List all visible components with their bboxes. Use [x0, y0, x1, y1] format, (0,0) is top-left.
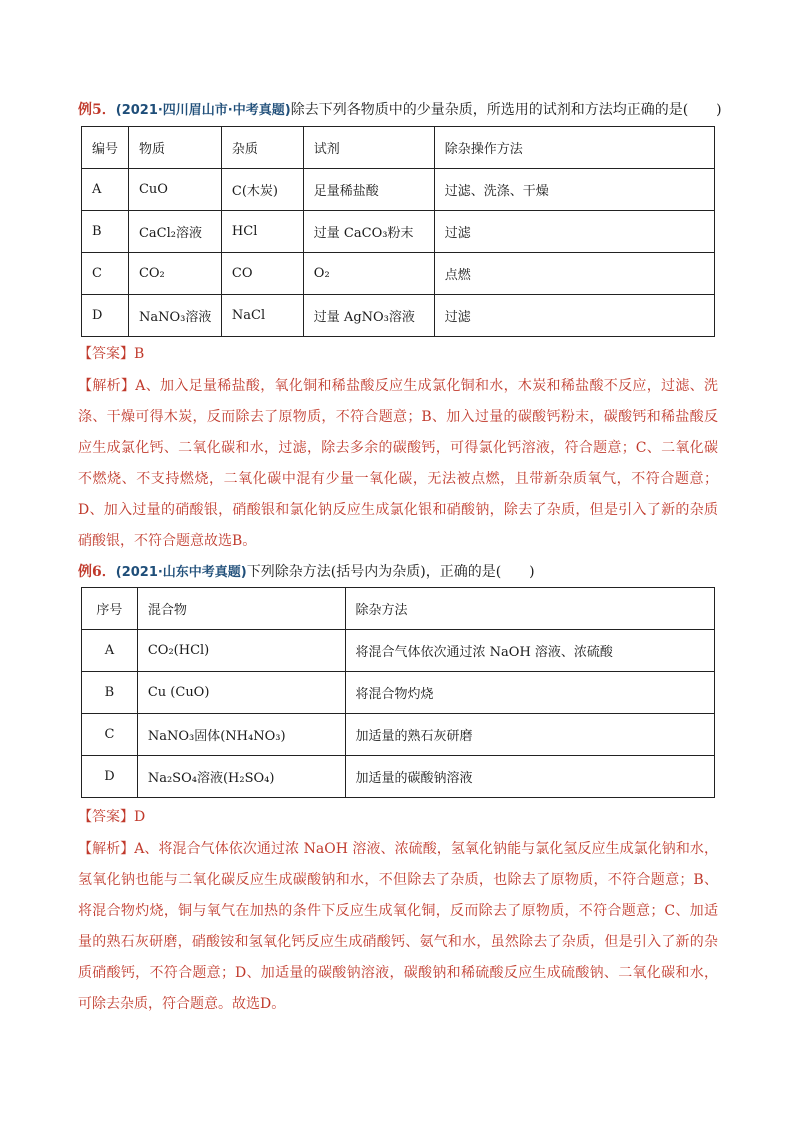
- example6-label: 例6．: [78, 564, 116, 580]
- cell: 加适量的熟石灰研磨: [345, 714, 714, 756]
- cell: 足量稀盐酸: [303, 169, 434, 211]
- cell: D: [82, 295, 129, 337]
- example5-question: 除去下列各物质中的少量杂质，所选用的试剂和方法均正确的是( ): [290, 102, 722, 118]
- cell: 点燃: [434, 253, 714, 295]
- cell: CO₂: [128, 253, 221, 295]
- example6-table: [81, 587, 715, 798]
- cell: A: [82, 169, 129, 211]
- table-row: [82, 714, 715, 756]
- cell: C: [82, 253, 129, 295]
- header-cell: 试剂: [303, 127, 434, 169]
- cell: NaNO₃固体(NH₄NO₃): [137, 714, 345, 756]
- cell: 过量 AgNO₃溶液: [303, 295, 434, 337]
- example6-source: (2021·山东中考真题): [115, 565, 247, 580]
- cell: 将混合物灼烧: [345, 672, 714, 714]
- cell: 过滤: [434, 295, 714, 337]
- cell: 过滤、洗涤、干燥: [434, 169, 714, 211]
- table-row: [82, 756, 715, 798]
- table-row: [82, 253, 715, 295]
- header-cell: 混合物: [137, 588, 345, 630]
- cell: Cu (CuO): [137, 672, 345, 714]
- header-cell: 除杂操作方法: [434, 127, 714, 169]
- example5-title: [78, 100, 722, 121]
- cell: CO: [221, 253, 303, 295]
- cell: CO₂(HCl): [137, 630, 345, 672]
- table-header-row: [82, 588, 715, 630]
- cell: 过滤: [434, 211, 714, 253]
- cell: NaNO₃溶液: [128, 295, 221, 337]
- example5-label: 例5．: [78, 102, 116, 118]
- cell: 加适量的碳酸钠溶液: [345, 756, 714, 798]
- cell: NaCl: [221, 295, 303, 337]
- cell: CaCl₂溶液: [128, 211, 221, 253]
- table-row: [82, 295, 715, 337]
- cell: Na₂SO₄溶液(H₂SO₄): [137, 756, 345, 798]
- header-cell: 序号: [82, 588, 138, 630]
- example5-table: [81, 126, 715, 337]
- table-row: [82, 169, 715, 211]
- example6-title: [78, 562, 535, 583]
- cell: 过量 CaCO₃粉末: [303, 211, 434, 253]
- header-cell: 物质: [128, 127, 221, 169]
- header-cell: 除杂方法: [345, 588, 714, 630]
- example5-source: (2021·四川眉山市·中考真题): [115, 103, 291, 118]
- header-cell: 编号: [82, 127, 129, 169]
- table-row: [82, 672, 715, 714]
- example6-analysis: 【解析】A、将混合气体依次通过浓 NaOH 溶液、浓硫酸，氢氧化钠能与氯化氢反应生成氯化钠和水，氢氧化钠也能与二氧化碳反应生成碳酸钠和水，不但除去了杂质，也除去了原物质，不符合题意；B、将混合物灼烧，铜与氧气在加热的条件下反应生成氧化铜，反而除去了原物质，不符合题意；C、加适量的熟石灰研磨，硝酸铵和氢氧化钙反应生成硝酸钙、氨气和水，虽然除去了杂质，但是引入了新的杂质硝酸钙，不符合题意；D、加适量的碳酸钠溶液，碳酸钠和稀硫酸反应生成硫酸钠、二氧化碳和水，可除去杂质，符合题意。故选D。: [78, 841, 718, 1012]
- cell: CuO: [128, 169, 221, 211]
- cell: O₂: [303, 253, 434, 295]
- cell: C(木炭): [221, 169, 303, 211]
- example6-answer: 【答案】D: [78, 809, 146, 825]
- cell: C: [82, 714, 138, 756]
- cell: A: [82, 630, 138, 672]
- table-row: [82, 211, 715, 253]
- cell: B: [82, 211, 129, 253]
- header-cell: 杂质: [221, 127, 303, 169]
- example6-question: 下列除杂方法(括号内为杂质)，正确的是( ): [246, 564, 535, 580]
- cell: HCl: [221, 211, 303, 253]
- example5-answer: 【答案】B: [78, 346, 145, 362]
- cell: B: [82, 672, 138, 714]
- cell: D: [82, 756, 138, 798]
- cell: 将混合气体依次通过浓 NaOH 溶液、浓硫酸: [345, 630, 714, 672]
- table-row: [82, 630, 715, 672]
- example5-analysis: 【解析】A、加入足量稀盐酸，氧化铜和稀盐酸反应生成氯化铜和水，木炭和稀盐酸不反应，过滤、洗涤、干燥可得木炭，反而除去了原物质，不符合题意；B、加入过量的碳酸钙粉末，碳酸钙和稀盐酸反应生成氯化钙、二氧化碳和水，过滤，除去多余的碳酸钙，可得氯化钙溶液，符合题意；C、二氧化碳不燃烧、不支持燃烧，二氧化碳中混有少量一氧化碳，无法被点燃，且带新杂质氧气，不符合题意；D、加入过量的硝酸银，硝酸银和氯化钠反应生成氯化银和硝酸钠，除去了杂质，但是引入了新的杂质硝酸银，不符合题意故选B。: [78, 378, 718, 549]
- table-header-row: [82, 127, 715, 169]
